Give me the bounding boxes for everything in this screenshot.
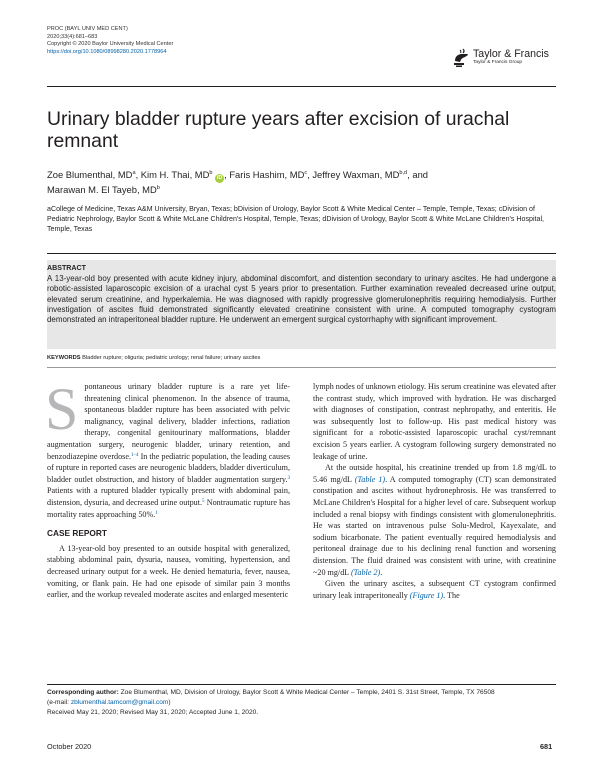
keywords-list: Bladder rupture; oliguria; pediatric urology; renal failure; urinary ascites — [82, 355, 261, 361]
footnote-divider — [47, 684, 556, 685]
table-1-link[interactable]: (Table 1) — [354, 474, 386, 484]
affiliations-text: aCollege of Medicine, Texas A&M University, Bryan, Texas; bDivision of Urology, Baylor Scott & White Medical Center – Temple, Temple, Texas; cDivision of Pediatric Nephrology, Baylor Scott & White McLane Children's Hospital, Temple, Texas; dDivision of Urology, Baylor Scott & White McLane Children's Hospital, Temple, Texas — [47, 205, 544, 233]
keywords-divider — [47, 367, 556, 368]
abstract-box — [47, 260, 556, 349]
journal-name: PROC (BAYL UNIV MED CENT) — [47, 26, 128, 32]
header-divider — [47, 86, 556, 87]
corresponding-author: Corresponding author: Zoe Blumenthal, MD, Division of Urology, Baylor Scott & White Medical Center – Temple, 2401 S. 31st Street, Temple, TX 76508 — [47, 689, 495, 696]
author-name: Kim H. Thai, MD — [140, 169, 210, 180]
received-dates: Received May 21, 2020; Revised May 31, 2020; Accepted June 1, 2020. — [47, 709, 259, 717]
email-link[interactable]: zblumenthal.tamcom@gmail.com — [70, 699, 169, 707]
reference-link[interactable]: 1 — [155, 510, 158, 516]
author-affil-mark: b — [156, 185, 160, 191]
author-affil-mark: b,d — [399, 170, 408, 176]
journal-citation: 2020;33(4):681–683 — [47, 33, 98, 40]
affiliations — [47, 205, 556, 234]
cystogram-paragraph: Given the urinary ascites, a subsequent CT cystogram confirmed urinary leak intraperitoneally (Figure 1). The — [313, 579, 556, 600]
author-name: Zoe Blumenthal, MD — [47, 169, 133, 180]
taylor-francis-lamp-icon — [452, 46, 471, 68]
author-affil-mark: a — [132, 170, 136, 176]
abstract-text: A 13-year-old boy presented with acute kidney injury, abdominal discomfort, and distention secondary to urinary ascites. He had undergone a robotic-assisted laparoscopic excision of a urachal cyst 5 years prior to presentation. Further examination revealed decreased urine output, elevated serum creatinine, and hyperkalemia. He was diagnosed with rapidly progressive glomerulonephritis requiring hemodialysis. Further investigation of ascites fluid demonstrated significantly elevated creatinine consistent with urine. A computed tomography cystogram demonstrated an intraperitoneal bladder rupture. He underwent an emergent surgical cystorrhaphy with significant improvement. — [47, 274, 556, 325]
author-email: (e-mail: zblumenthal.tamcom@gmail.com) — [47, 699, 171, 707]
publisher-logo — [452, 46, 567, 72]
article-title: Urinary bladder rupture years after excision of urachal remnant — [47, 108, 510, 152]
body-column-left — [45, 376, 291, 601]
case-report-heading: CASE REPORT — [47, 528, 107, 539]
author-list: Zoe Blumenthal, $MD^a$, Kim H. Thai, $MD^b$ iD , Faris Hashim, $MD^c$, Jeffrey Waxman, MD$^{b,d}$, and Marawan M. El Tayeb, $MD^b$ — [47, 169, 428, 195]
abstract-heading: ABSTRACT — [47, 264, 87, 272]
figure-1-link[interactable]: (Figure 1) — [409, 590, 444, 600]
doi-link[interactable]: https://doi.org/10.1080/08998280.2020.1778964 — [47, 48, 167, 55]
author-name: , Faris Hashim, MD — [224, 169, 305, 180]
journal-header — [47, 26, 173, 56]
affil-divider — [47, 253, 556, 254]
drop-cap: S — [45, 376, 79, 442]
table-2-link[interactable]: (Table 2) — [350, 567, 381, 577]
keywords-label: KEYWORDS — [47, 355, 81, 361]
page-number: 681 — [540, 742, 553, 751]
body-column-right — [313, 381, 556, 601]
author-affil-mark: b — [209, 170, 213, 176]
author-affil-mark: c — [304, 170, 308, 176]
publisher-group: Taylor & Francis Group — [473, 60, 523, 65]
case-paragraph: A 13-year-old boy presented to an outside hospital with generalized, stabbing abdominal pain, dysuria, nausea, vomiting, hypertension, and decreased urinary output for a week. He denied hematuria, fever, nausea, vomiting, or flank pain. He had one episode of similar pain 3 months earlier, and the workup revealed moderate ascites and enlarged mesenteric — [47, 543, 290, 600]
reference-link[interactable]: 1–4 — [130, 452, 139, 458]
correspondence-note — [47, 688, 557, 719]
issue-date: October 2020 — [47, 742, 92, 751]
copyright: Copyright © 2020 Baylor University Medical Center — [47, 41, 174, 48]
orcid-icon[interactable]: iD — [216, 175, 223, 181]
author-name: Jeffrey Waxman, MD — [312, 169, 400, 180]
history-paragraph: lymph nodes of unknown etiology. His serum creatinine was elevated after the contrast study, which improved with hydration. He was discharged with diagnoses of constipation, contrast nephropathy, and enteritis. He was subsequently lost to follow-up. His past medical history was significant for a robotic-assisted laparoscopic urachal cyst/remnant excision 5 years earlier. A cystogram following surgery demonstrated no leakage of urine. — [313, 382, 556, 461]
hospital-paragraph: At the outside hospital, his creatinine trended up from 1.8 mg/dL to 5.46 mg/dL (Table 1). A computed tomography (CT) scan demonstrated constipation and ascites without hydronephrosis. He was transferred to McLane Children's Hospital for a higher level of care. Subsequent workup included a renal biopsy with findings consistent with glomerulonephritis. He was started on intravenous pulse Solu-Medrol, Kayexalate, and sodium bicarbonate. The patient eventually required hemodialysis and peritoneal drainage due to his declining renal function and worsening distension. The fluid drained was consistent with urine, with creatinine ~20 mg/dL (Table 2). — [313, 463, 557, 577]
intro-paragraph: Spontaneous urinary bladder rupture is a rare yet life-threatening clinical phenomenon. In the absence of trauma, spontaneous bladder rupture has been associated with pelvic malignancy, vaginal delivery, bladder infections, radiation therapy, congenital genitourinary malformations, bladder augmentation surgery, neurogenic bladder, urinary retention, and benzodiazepine overdose.$^{1-4}$ In the pediatric population, the leading causes of rupture in reported cases are neurogenic bladders, bladder diverticulum, bladder outlet obstruction, and history of bladder augmentation surgery.$^3$ Patients with a ruptured bladder typically present with abdominal pain, distension, dysuria, and decreased urine output.$^5$ Nontraumatic rupture has mortality rates approaching 50%.$^1$ — [45, 376, 291, 519]
publisher-name: Taylor & Francis — [473, 48, 549, 60]
reference-link[interactable]: 5 — [202, 498, 205, 504]
author-name: Marawan M. El Tayeb, MD — [47, 184, 157, 195]
keywords — [47, 355, 260, 361]
reference-link[interactable]: 3 — [287, 475, 290, 481]
